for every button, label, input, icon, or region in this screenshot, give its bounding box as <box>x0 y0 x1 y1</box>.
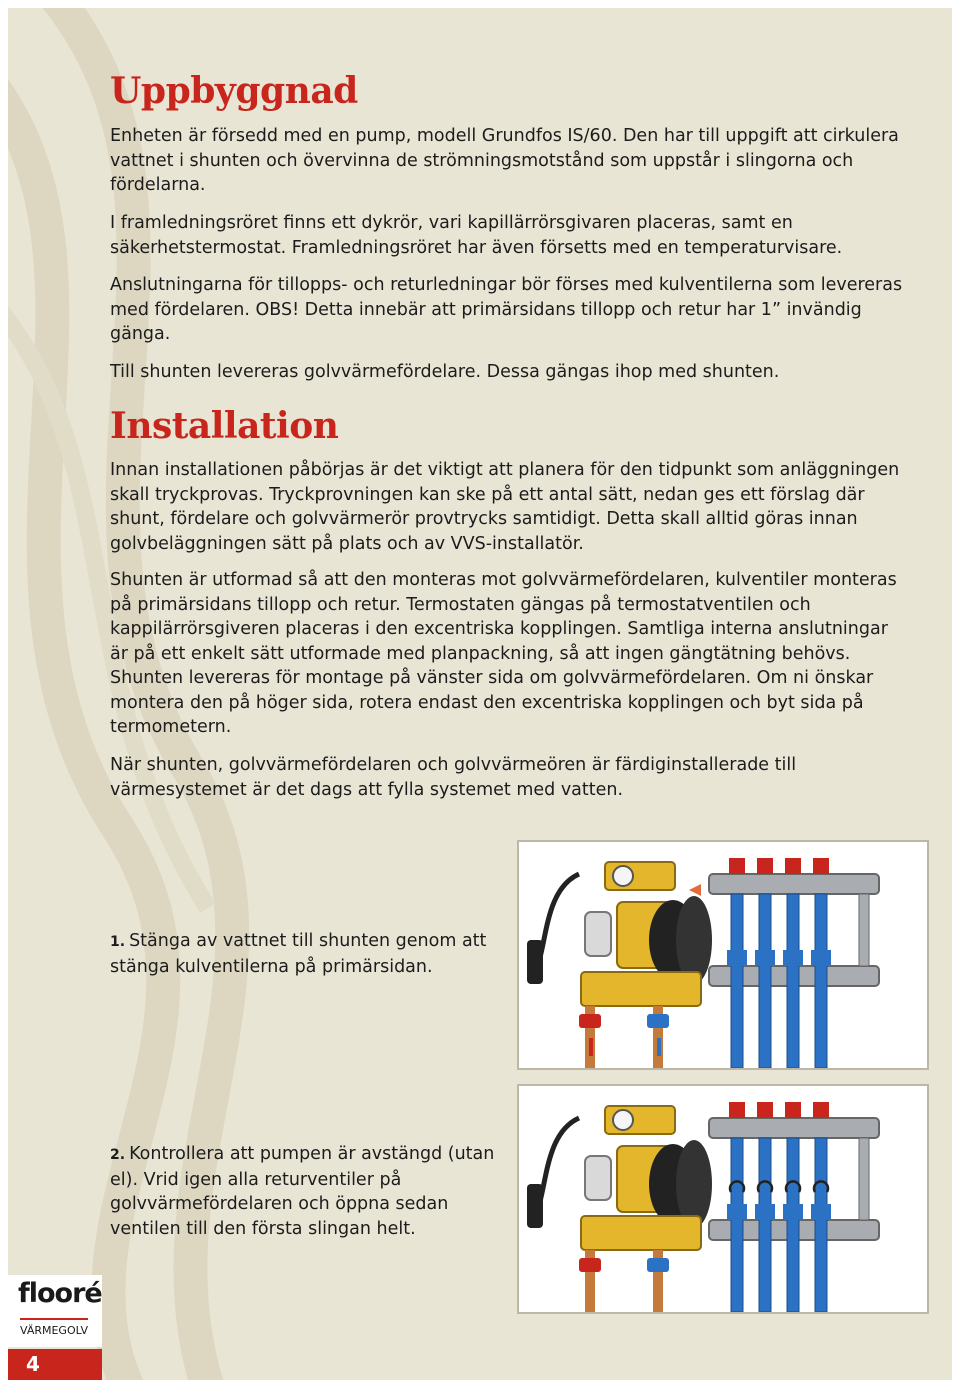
paragraph-framledning: I framledningsröret finns ett dykrör, vari kapillärrörsgivaren placeras, samt en säkerhetstermostat. Framledningsröret har även försetts med en temperaturvisare. <box>110 213 843 258</box>
heading-installation: Installation <box>110 405 339 447</box>
paragraph-pump: Enheten är försedd med en pump, modell Grundfos IS/60. Den har till uppgift att cirkulera vattnet i shunten och övervinna de strömningsmotstånd som uppstår i slingorna och fördelarna. <box>110 126 899 195</box>
paragraph-fordelare: Till shunten levereras golvvärmefördelare. Dessa gängas ihop med shunten. <box>110 362 780 382</box>
page-number-box <box>8 1349 102 1380</box>
paragraph-fylla: När shunten, golvvärmefördelaren och golvvärmeören är färdiginstallerade till värmesystemet är det dags att fylla systemet med vatten. <box>110 755 797 800</box>
illustration-step-2 <box>517 1084 929 1314</box>
step-1 <box>110 929 500 979</box>
step-1-number: 1. <box>110 934 126 950</box>
paragraph-montering: Shunten är utformad så att den monteras mot golvvärmefördelaren, kulventiler monteras på primärsidans tillopp och retur. Termostaten gängas på termostatventilen och kappilärrörsgiveren placeras i den excentriska kopplingen. Samtliga interna anslutningar är på ett enkelt sätt utformade med planpackning, så att ingen gängtätning behövs. Shunten levereras för montage på vänster sida om golvvärmefördelaren. Om ni önskar montera den på höger sida, rotera endast den excentriska kopplingen och byt sida på termometern. <box>110 570 897 737</box>
shut-valve-arrow-icon <box>689 884 701 896</box>
logo-subtitle: VÄRMEGOLV <box>20 1324 89 1337</box>
page-number: 4 <box>26 1352 40 1376</box>
rotate-valve-arrow-icon <box>730 1181 828 1192</box>
illustration-step-1 <box>517 840 929 1070</box>
paragraph-anslutningar: Anslutningarna för tillopps- och returledningar bör förses med kulventilerna som levereras med fördelaren. OBS! Detta innebär att primärsidans tillopp och retur har 1” invändig gänga. <box>110 275 903 344</box>
floore-logo: flooré <box>18 1278 102 1309</box>
step-2-text: Kontrollera att pumpen är avstängd (utan el). Vrid igen alla returventiler på golvvärmefördelaren och öppna sedan ventilen till den första slingan helt. <box>110 1144 495 1239</box>
step-2-number: 2. <box>110 1147 126 1163</box>
step-1-text: Stänga av vattnet till shunten genom att stänga kulventilerna på primärsidan. <box>110 931 487 977</box>
heading-uppbyggnad: Uppbyggnad <box>110 70 358 112</box>
step-2 <box>110 1142 500 1241</box>
logo-divider <box>20 1318 88 1320</box>
document-page <box>8 8 952 1380</box>
paragraph-tryckprovning: Innan installationen påbörjas är det viktigt att planera för den tidpunkt som anläggningen skall tryckprovas. Tryckprovningen kan ske på ett antal sätt, nedan ges ett förslag där shunt, fördelare och golvvärmerör provtrycks samtidigt. Detta skall alltid göras innan golvbeläggningen sätt på plats och av VVS-installatör. <box>110 460 900 554</box>
shunt-manifold-illustration <box>519 842 927 1068</box>
shunt-manifold-illustration-2 <box>519 1086 927 1312</box>
